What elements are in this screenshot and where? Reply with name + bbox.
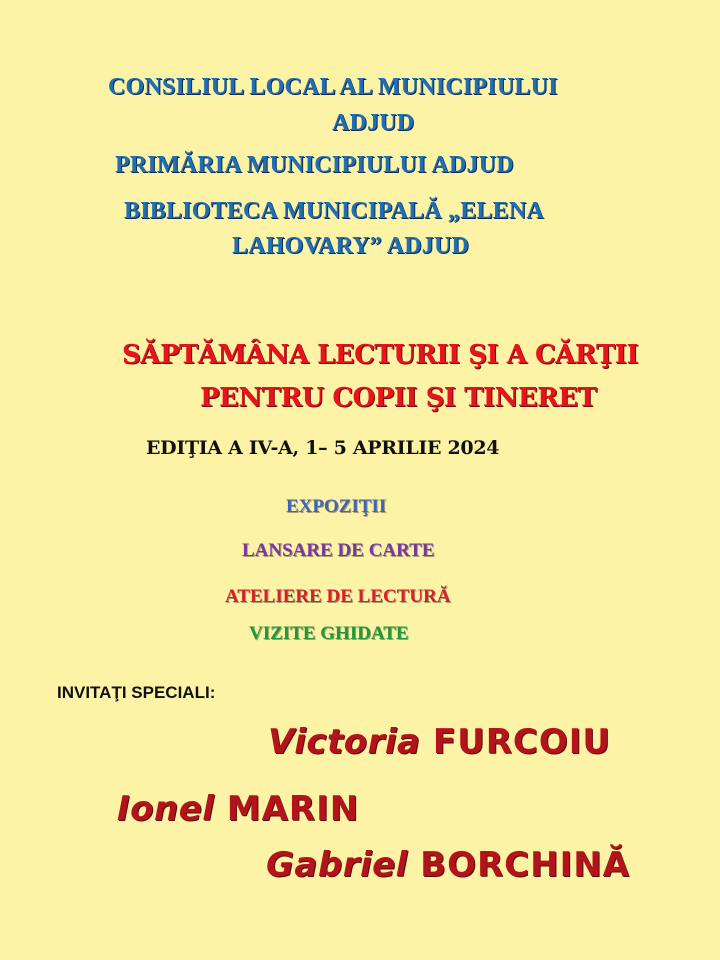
guest-ionel-marin [117,789,359,829]
header-line-library-name: LAHOVARY” ADJUD [232,233,470,259]
activity-reading-workshops: ATELIERE DE LECTURĂ [225,586,451,607]
invited-heading: INVITAŢI SPECIALI: [57,683,216,702]
event-title-line-1: SĂPTĂMÂNA LECTURII ŞI A CĂRŢII [122,340,639,370]
guest-gabriel-borchina [266,845,630,885]
activity-book-launch: LANSARE DE CARTE [242,540,435,561]
guest-first-name: Gabriel [266,845,408,885]
guest-last-name: FURCOIU [432,722,611,762]
header-line-city: ADJUD [332,110,415,136]
guest-first-name: Victoria [268,722,421,762]
guest-last-name: MARIN [226,789,360,829]
header-line-city-hall: PRIMĂRIA MUNICIPIULUI ADJUD [115,152,514,178]
event-title-line-2: PENTRU COPII ŞI TINERET [200,383,597,413]
guest-victoria-furcoiu [268,722,611,762]
guest-first-name: Ionel [117,789,215,829]
activity-exhibitions: EXPOZIŢII [286,496,387,517]
activity-guided-tours: VIZITE GHIDATE [249,623,409,644]
header-line-library: BIBLIOTECA MUNICIPALĂ „ELENA [124,198,544,224]
guest-last-name: BORCHINĂ [420,845,630,885]
event-edition: EDIŢIA A IV-A, 1– 5 APRILIE 2024 [146,437,500,459]
header-line-council: CONSILIUL LOCAL AL MUNICIPIULUI [108,74,558,100]
